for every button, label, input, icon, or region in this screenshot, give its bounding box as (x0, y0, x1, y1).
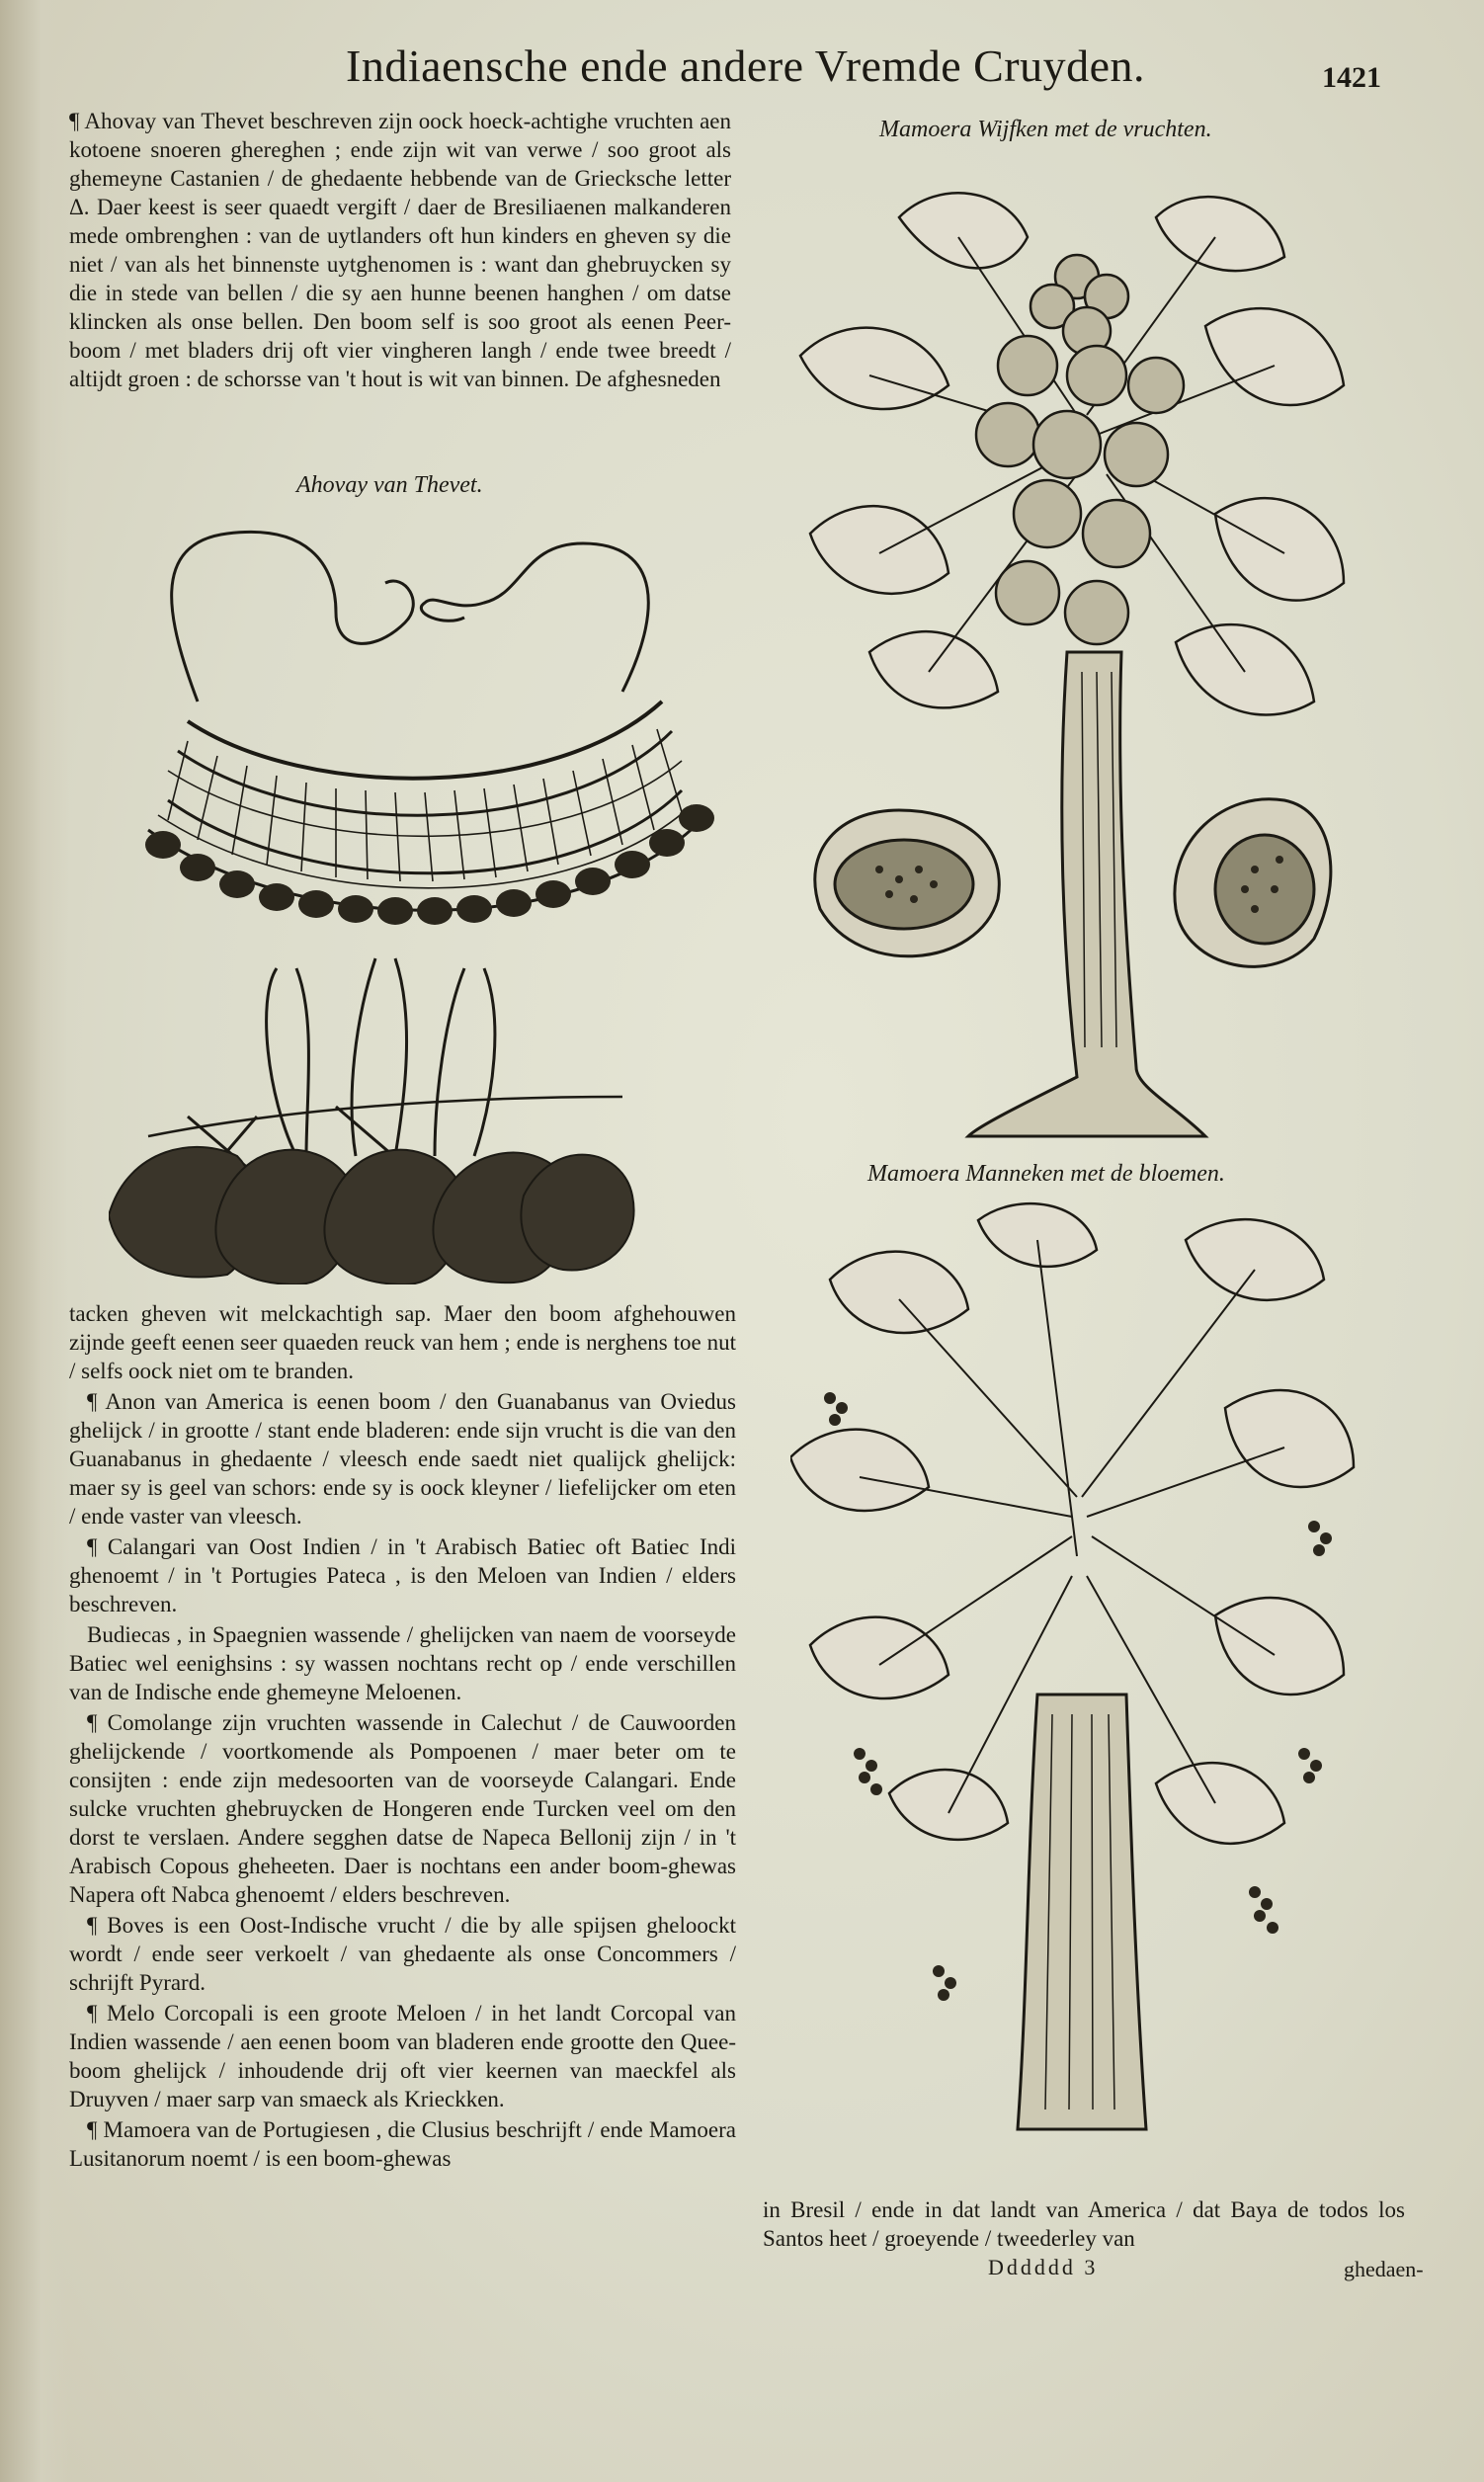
paragraph: tacken gheven wit melckachtigh sap. Maer den boom afghehouwen zijnde geeft eenen seer quaeden reuck van hem ; ende is nerghens toe nut / selfs oock niet om te branden. (69, 1301, 736, 1383)
mamoera-female-tree-illustration (781, 158, 1354, 1146)
caption-ahovay: Ahovay van Thevet. (296, 472, 483, 498)
page-number: 1421 (1322, 61, 1381, 94)
paragraph: ¶ Calangari van Oost Indien / in 't Arabisch Batiec oft Batiec Indi ghenoemt / in 't Portugies Pateca , is den Meloen van Indien / elders beschreven. (69, 1534, 736, 1616)
catchword: ghedaen- (1344, 2257, 1424, 2281)
left-column-bottom-text (69, 1299, 736, 2175)
caption-mamoera-male: Mamoera Manneken met de bloemen. (867, 1161, 1225, 1187)
ahovay-illustration (109, 504, 781, 1284)
mamoera-male-tree-illustration (790, 1200, 1363, 2139)
gutter-shadow (0, 0, 69, 2482)
paragraph: ¶ Mamoera van de Portugiesen , die Clusius beschrijft / ende Mamoera Lusitanorum noemt / is een boom-ghewas (69, 2117, 736, 2171)
right-column-bottom-text: in Bresil / ende in dat landt van America / dat Baya de todos los Santos heet / groeyende / tweederley van (763, 2197, 1405, 2251)
paragraph: ¶ Melo Corcopali is een groote Meloen / in het landt Corcopal van Indien wassende / aen eenen boom van bladeren ende grootte den Quee-boom ghelijck / inhoudende drij oft vier keernen van maeckfel als Druyven / maer sarp van smaeck als Krieckken. (69, 2001, 736, 2111)
running-header: Indiaensche ende andere Vremde Cruyden. (346, 41, 1146, 91)
paragraph: ¶ Anon van America is eenen boom / den Guanabanus van Oviedus ghelijck / in grootte / stant ende bladeren: ende sijn vrucht is die van den Guanabanus in ghedaente / vleesch ende saedt niet qualijck ghelijck: maer sy is geel van schors: ende sy is oock kleyner / liefelijcker om eten / ende vaster van vleesch. (69, 1389, 736, 1529)
caption-mamoera-female: Mamoera Wijfken met de vruchten. (879, 117, 1212, 142)
paragraph: ¶ Boves is een Oost-Indische vrucht / die by alle spijsen gheloockt wordt / ende seer verkoelt / van ghedaente als onse Concommers / schrijft Pyrard. (69, 1913, 736, 1995)
paragraph: Budiecas , in Spaegnien wassende / ghelijcken van naem de voorseyde Batiec wel eenighsins : sy wassen nochtans recht op / ende verschillen van de Indische ende ghemeyne Meloenen. (69, 1622, 736, 1704)
paragraph: ¶ Comolange zijn vruchten wassende in Calechut / de Cauwoorden ghelijckende / voortkomende als Pompoenen / maer beter om te consijten : ende zijn medesoorten van de voorseyde Calangari. Ende sulcke vruchten ghebruycken de Hongeren ende Turcken veel om den dorst te verslaen. Andere segghen datse de Napeca Bellonij zijn / in 't Arabisch Copous gheheeten. Daer is nochtans een ander boom-ghewas Napera oft Nabca ghenoemt / elders beschreven. (69, 1710, 736, 1907)
left-column-top-text (69, 107, 731, 395)
signature-mark: Dddddd 3 (988, 2255, 1099, 2279)
paragraph: ¶ Ahovay van Thevet beschreven zijn oock hoeck-achtighe vruchten aen kotoene snoeren ghereghen ; ende zijn wit van verwe / soo groot als ghemeyne Castanien / de ghedaente hebbende van de Griecksche letter Δ. Daer keest is seer quaedt vergift / daer de Bresiliaenen malkanderen mede ombrenghen : van de uytlanders oft hun kinders en gheven sy die niet / van als het binnenste uytghenomen is : want dan ghebruycken sy die in stede van bellen / die sy aen hunne beenen hanghen / om datse klincken als onse bellen. Den boom self is soo groot als eenen Peer-boom / met bladers drij oft vier vingheren langh / ende twee breedt / altijdt groen : de schorsse van 't hout is wit van binnen. De afghesneden (69, 109, 731, 391)
